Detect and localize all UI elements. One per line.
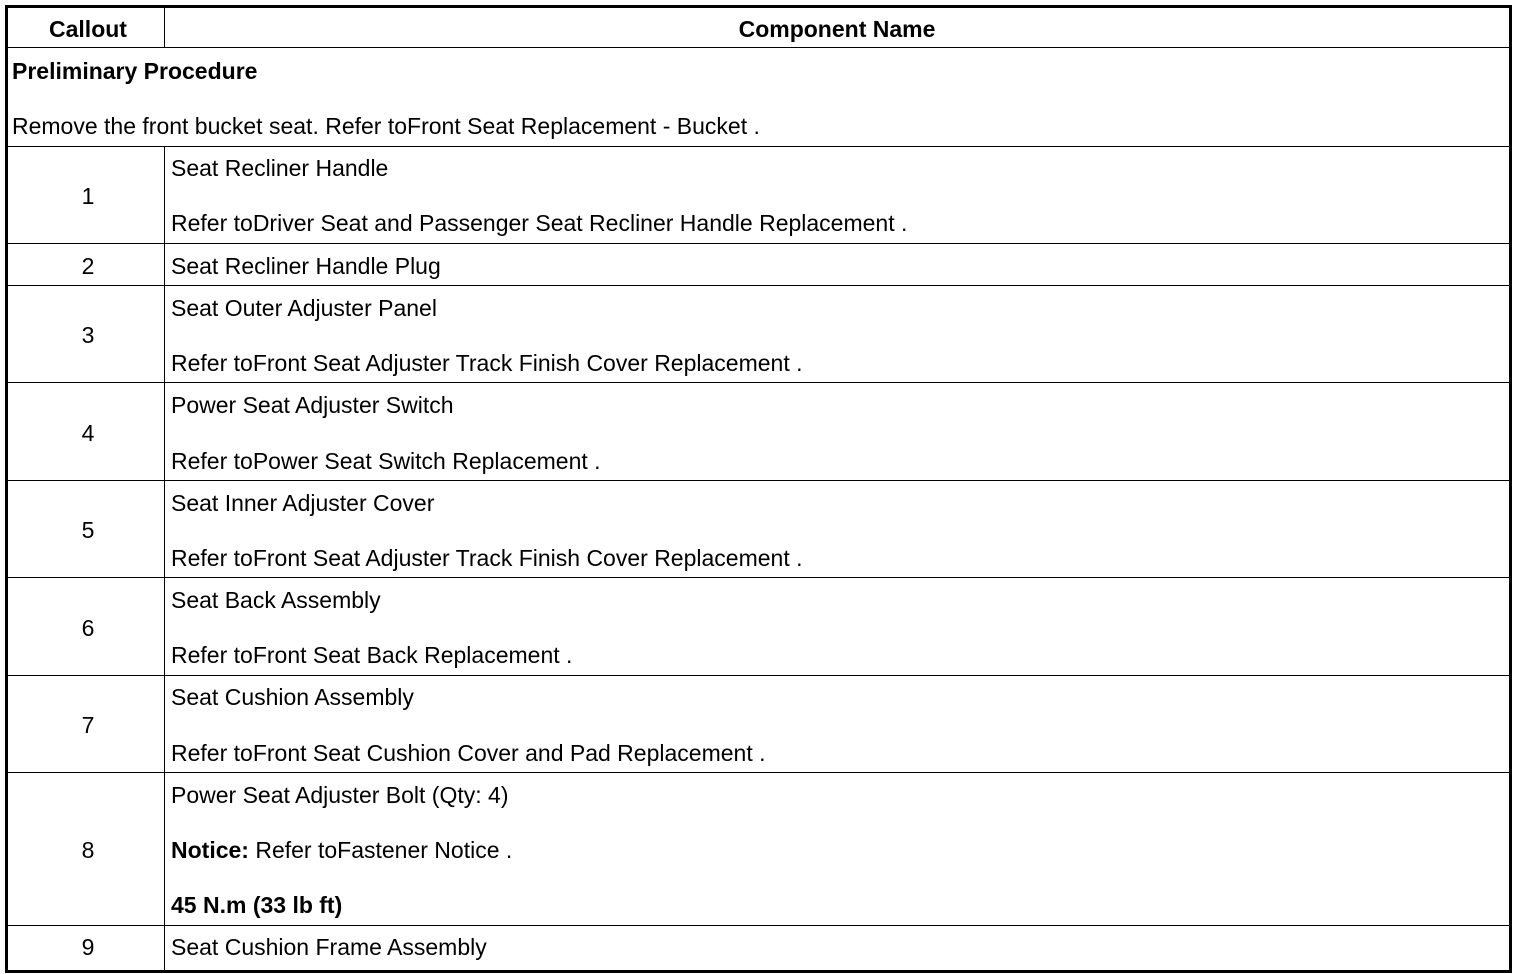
component-reference: Refer toFront Seat Cushion Cover and Pad Replacement . [171, 740, 766, 766]
component-name: Seat Cushion Assembly [171, 684, 414, 710]
row-divider [8, 925, 1509, 926]
component-name: Power Seat Adjuster Bolt (Qty: 4) [171, 782, 509, 808]
notice-text: Refer toFastener Notice . [248, 837, 513, 863]
notice-line [171, 837, 512, 863]
notice-label: Notice: [171, 837, 249, 863]
preliminary-title: Preliminary Procedure [12, 58, 258, 84]
component-name: Power Seat Adjuster Switch [171, 392, 454, 418]
component-name: Seat Back Assembly [171, 587, 381, 613]
callout-number: 2 [81, 253, 95, 279]
component-table [5, 5, 1512, 973]
component-reference: Refer toFront Seat Adjuster Track Finish Cover Replacement . [171, 545, 803, 571]
row-divider [8, 285, 1509, 286]
row-divider [8, 382, 1509, 383]
row-divider [8, 47, 1509, 48]
row-divider [8, 772, 1509, 773]
component-reference: Refer toFront Seat Back Replacement . [171, 642, 573, 668]
callout-number: 7 [81, 712, 95, 738]
callout-number: 8 [81, 837, 95, 863]
component-name: Seat Cushion Frame Assembly [171, 934, 487, 960]
component-name: Seat Inner Adjuster Cover [171, 490, 435, 516]
row-divider [8, 243, 1509, 244]
callout-header: Callout [49, 16, 127, 42]
row-divider [8, 146, 1509, 147]
torque-spec: 45 N.m (33 lb ft) [171, 892, 343, 918]
component-name: Seat Recliner Handle [171, 155, 389, 181]
callout-number: 4 [81, 420, 95, 446]
callout-number: 5 [81, 517, 95, 543]
callout-number: 6 [81, 615, 95, 641]
component-reference: Refer toPower Seat Switch Replacement . [171, 448, 601, 474]
component-name: Seat Recliner Handle Plug [171, 253, 441, 279]
row-divider [8, 577, 1509, 578]
callout-number: 1 [81, 183, 95, 209]
row-divider [8, 675, 1509, 676]
callout-number: 9 [81, 934, 95, 960]
component-reference: Refer toFront Seat Adjuster Track Finish Cover Replacement . [171, 350, 803, 376]
callout-number: 3 [81, 322, 95, 348]
component-name: Seat Outer Adjuster Panel [171, 295, 437, 321]
component-reference: Refer toDriver Seat and Passenger Seat Recliner Handle Replacement . [171, 210, 908, 236]
row-divider [8, 480, 1509, 481]
component-name-header: Component Name [738, 16, 936, 42]
preliminary-text: Remove the front bucket seat. Refer toFront Seat Replacement - Bucket . [12, 113, 760, 139]
